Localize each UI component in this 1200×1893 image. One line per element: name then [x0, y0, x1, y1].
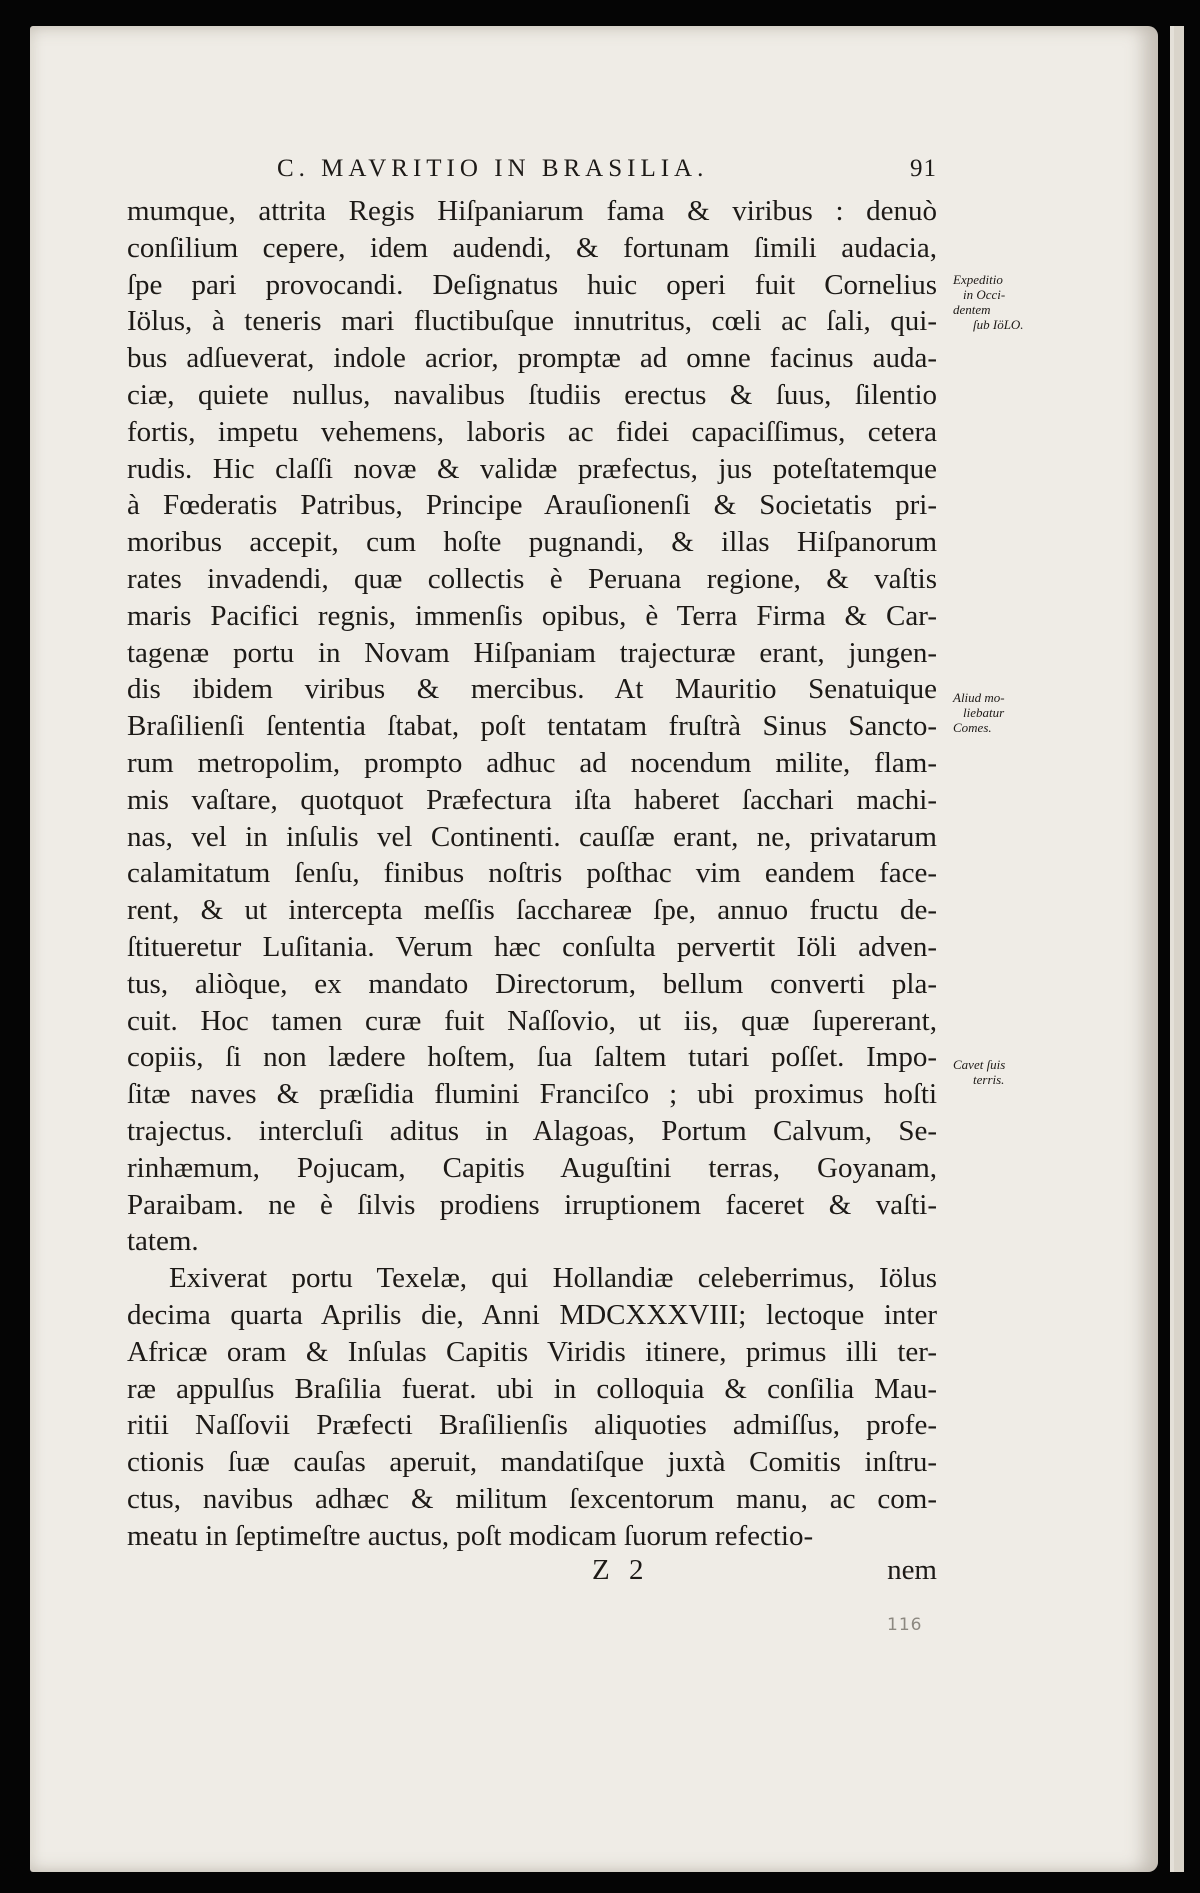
marginal-note-line: in Occi- [963, 287, 1006, 302]
text-line: conſilium cepere, idem audendi, & fortunam ſimili audacia, [127, 231, 937, 264]
text-line: ræ appulſus Braſilia fuerat. ubi in colloquia & conſilia Mau- [127, 1372, 937, 1405]
text-line: rinhæmum, Pojucam, Capitis Auguſtini terras, Goyanam, [127, 1151, 937, 1184]
text-line: Braſilienſi ſententia ſtabat, poſt tentatam fruſtrà Sinus Sancto- [127, 710, 937, 743]
marginal-note-line: Expeditio [953, 272, 1003, 287]
page-number: 91 [910, 155, 937, 182]
text-line: ciæ, quiete nullus, navalibus ſtudiis erectus & ſuus, ſilentio [127, 378, 937, 411]
text-line: meatu in ſeptimeſtre auctus, poſt modicam ſuorum refectio- [127, 1519, 814, 1552]
text-line: nas, vel in inſulis vel Continenti. cauſſæ erant, ne, privatarum [127, 820, 937, 853]
text-line: ſpe pari provocandi. Deſignatus huic operi fuit Cornelius [127, 268, 937, 301]
text-line: dis ibidem viribus & mercibus. At Mauritio Senatuique [127, 673, 937, 706]
text-line: fortis, impetu vehemens, laboris ac fidei capaciſſimus, cetera [127, 415, 937, 448]
text-line: rates invadendi, quæ collectis è Peruana regione, & vaſtis [127, 562, 937, 595]
text-line: cuit. Hoc tamen curæ fuit Naſſovio, ut iis, quæ ſupererant, [127, 1004, 937, 1037]
text-line: moribus accepit, cum hoſte pugnandi, & illas Hiſpanorum [127, 526, 937, 559]
text-line: ctionis ſuæ cauſas aperuit, mandatiſque juxtà Comitis inſtru- [127, 1446, 937, 1479]
marginal-note-expeditio [953, 272, 1024, 332]
text-line: rent, & ut intercepta meſſis ſacchareæ ſpe, annuo fructu de- [127, 894, 937, 927]
text-line: Iölus, à teneris mari fluctibuſque innutritus, cœli ac ſali, qui- [127, 305, 937, 338]
text-line: tus, aliòque, ex mandato Directorum, bellum converti pla- [127, 967, 937, 1000]
marginal-note-aliud [953, 690, 1005, 735]
marginal-note-cavet [953, 1057, 1005, 1087]
text-line: ſtitueretur Luſitania. Verum hæc conſulta pervertit Iöli adven- [127, 930, 937, 963]
marginal-note-line: Aliud mo- [953, 690, 1005, 705]
marginal-note-line: terris. [973, 1072, 1005, 1087]
marginal-note-line: Cavet ſuis [953, 1057, 1006, 1072]
marginal-note-line: dentem [953, 302, 991, 317]
body-text [127, 193, 937, 1554]
text-line: calamitatum ſenſu, finibus noſtris poſthac vim eandem face- [127, 857, 937, 890]
text-line: Exiverat portu Texelæ, qui Hollandiæ celeberrimus, Iölus [169, 1262, 937, 1295]
text-line: Africæ oram & Inſulas Capitis Viridis itinere, primus illi ter- [127, 1335, 937, 1368]
marginal-note-line: liebatur [963, 705, 1005, 720]
text-line: bus adſueverat, indole acrior, promptæ ad omne facinus auda- [127, 342, 937, 375]
text-line: rudis. Hic claſſi novæ & validæ præfectus, jus poteſtatemque [127, 452, 937, 485]
text-line: tagenæ portu in Novam Hiſpaniam trajecturæ erant, jungen- [127, 636, 937, 669]
text-block [127, 155, 937, 1592]
text-line: mis vaſtare, quotquot Præfectura iſta haberet ſacchari machi- [127, 783, 937, 816]
text-line: ritii Naſſovii Præfecti Braſilienſis aliquoties admiſſus, profe- [127, 1409, 937, 1442]
text-line: decima quarta Aprilis die, Anni MDCXXXVIII; lectoque inter [127, 1298, 937, 1331]
page-edge [1174, 26, 1184, 1872]
catchword: nem [887, 1554, 937, 1587]
text-line: ctus, navibus adhæc & militum ſexcentorum manu, ac com- [127, 1482, 937, 1515]
text-line: mumque, attrita Regis Hiſpaniarum fama & viribus : denuò [127, 195, 937, 227]
page-footer [127, 1554, 937, 1592]
running-head [127, 155, 937, 193]
signature-mark: Z 2 [592, 1554, 650, 1587]
marginal-note-line: ſub IöLO. [973, 317, 1024, 332]
text-line: tatem. [127, 1225, 199, 1258]
running-title: C. MAVRITIO IN BRASILIA. [277, 155, 709, 182]
text-line: ſitæ naves & præſidia flumini Franciſco ; ubi proximus hoſti [127, 1078, 937, 1111]
text-line: Paraibam. ne è ſilvis prodiens irruptionem faceret & vaſti- [127, 1188, 937, 1221]
text-line: copiis, ſi non lædere hoſtem, ſua ſaltem tutari poſſet. Impo- [127, 1041, 937, 1074]
pencil-folio-number: 116 [887, 1615, 923, 1635]
text-line: trajectus. intercluſi aditus in Alagoas, Portum Calvum, Se- [127, 1114, 937, 1147]
marginal-note-line: Comes. [953, 720, 992, 735]
text-line: rum metropolim, prompto adhuc ad nocendum milite, flam- [127, 746, 937, 779]
text-line: à Fœderatis Patribus, Principe Arauſionenſi & Societatis pri- [127, 489, 937, 522]
text-line: maris Pacifici regnis, immenſis opibus, è Terra Firma & Car- [127, 599, 937, 632]
